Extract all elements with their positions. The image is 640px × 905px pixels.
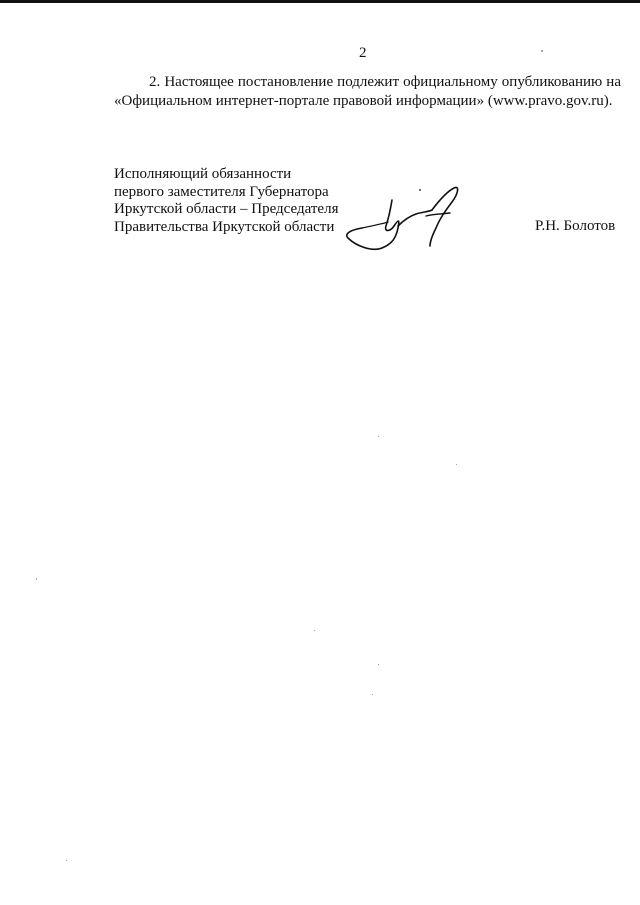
scan-speck	[66, 860, 67, 861]
signer-name: Р.Н. Болотов	[535, 218, 616, 234]
scan-speck	[36, 578, 37, 580]
signatory-line: Правительства Иркутской области	[114, 218, 335, 235]
scan-speck	[372, 694, 373, 695]
scan-speck	[378, 664, 379, 665]
signatory-line: Иркутской области – Председателя	[114, 201, 339, 217]
signatory-line: первого заместителя Губернатора	[114, 183, 329, 200]
signatory-line: Исполняющий обязанности	[114, 166, 292, 182]
paragraph-text: 2. Настоящее постановление подлежит официальному опубликованию на «Официальном интернет-портале правовой информации» (www.pravo.gov.ru).	[114, 74, 621, 109]
scan-speck	[456, 464, 457, 465]
scan-top-border	[0, 0, 640, 3]
signatory-title	[114, 166, 374, 236]
page-number: 2	[359, 45, 367, 61]
scan-speck	[314, 630, 315, 631]
signature-icon	[342, 180, 462, 260]
publication-paragraph	[114, 73, 621, 110]
scan-speck	[378, 436, 379, 437]
scan-speck	[541, 50, 543, 52]
